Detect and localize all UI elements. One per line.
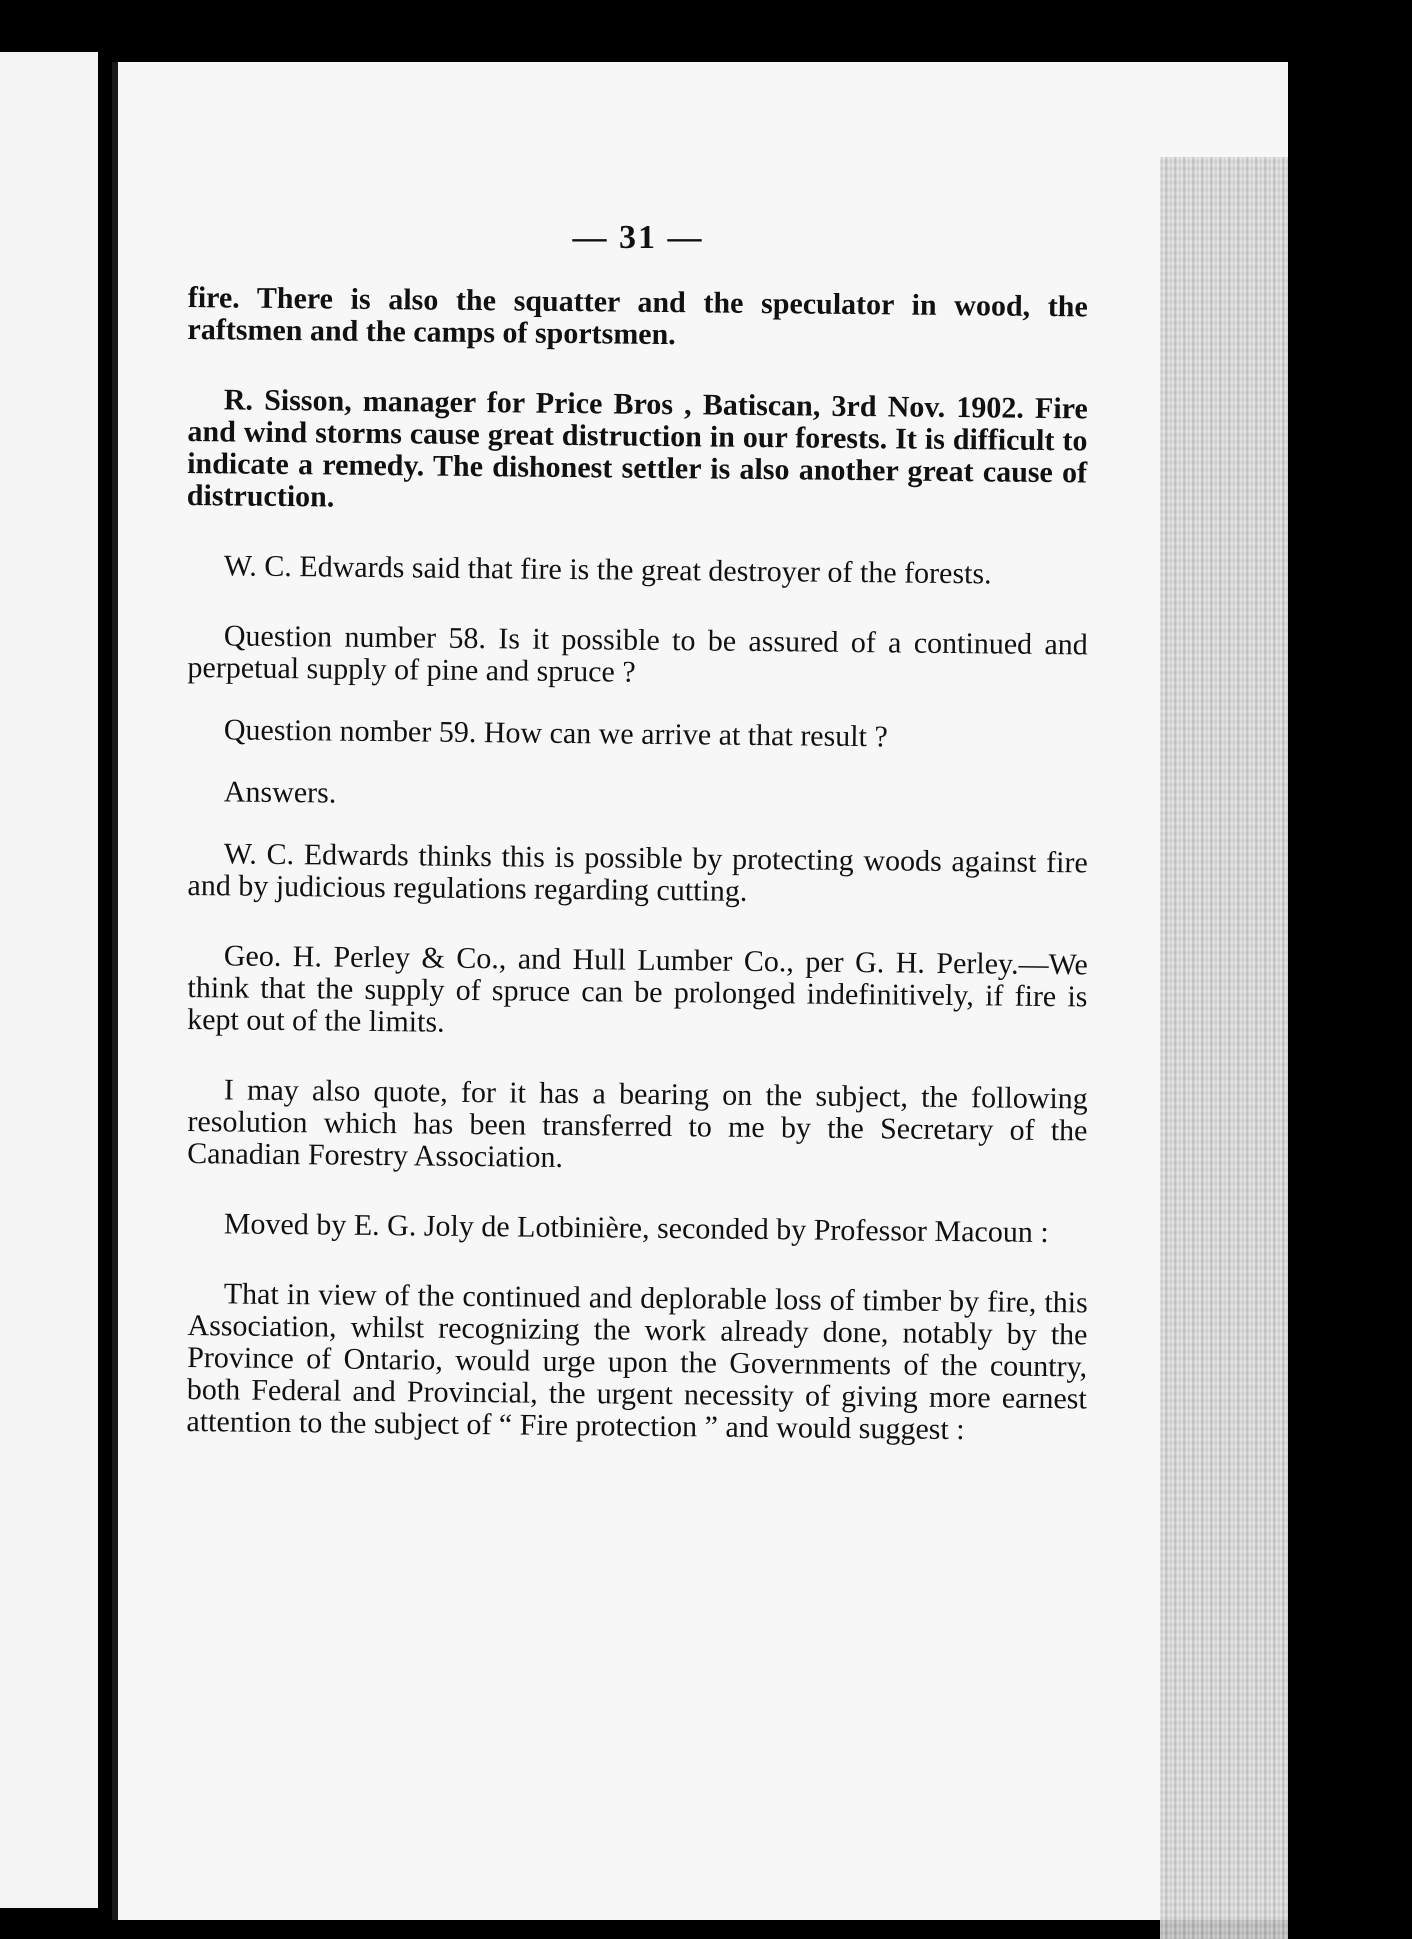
paragraph: W. C. Edwards thinks this is possible by protecting woods against fire and by judicious regulations regarding cutting. [187, 837, 1088, 908]
paragraph: Question number 58. Is it possible to be assured of a continued and perpetual supply of pine and spruce ? [187, 619, 1088, 689]
paragraph: Geo. H. Perley & Co., and Hull Lumber Co., per G. H. Perley.—We think that the supply of spruce can be prolonged indefinitively, if fire is kept out of the limits. [186, 939, 1088, 1039]
paragraph: Moved by E. G. Joly de Lotbinière, seconded by Professor Macoun : [223, 1207, 1049, 1250]
adjacent-page-edge [0, 52, 98, 1908]
paragraph: fire. There is also the squatter and the speculator in wood, the raftsmen and the camps of sportsmen. [187, 281, 1088, 352]
page-stack-edge [1160, 157, 1288, 1939]
paragraph: Answers. [223, 775, 337, 810]
page-text [186, 219, 1088, 1476]
paragraph: I may also quote, for it has a bearing on the subject, the following resolution which has been transferred to me by the Secretary of the Canadian Forestry Association. [186, 1073, 1088, 1174]
paragraph: R. Sisson, manager for Price Bros , Batiscan, 3rd Nov. 1902. Fire and wind storms cause great distruction in our forests. It is difficult to indicate a remedy. The dishonest settler is also another great cause of distruction. [186, 383, 1088, 514]
paragraph: Question nomber 59. How can we arrive at that result ? [223, 713, 888, 754]
paragraph: W. C. Edwards said that fire is the great destroyer of the forests. [223, 549, 992, 591]
page-number: — 31 — [572, 219, 704, 256]
paragraph: That in view of the continued and deplorable loss of timber by fire, this Association, whilst recognizing the work already done, notably by the Province of Ontario, would urge upon the Governments of the country, both Federal and Provincial, the urgent necessity of giving more earnest attention to the subject of “ Fire protection ” and would suggest : [186, 1277, 1088, 1447]
book-page [112, 62, 1288, 1920]
